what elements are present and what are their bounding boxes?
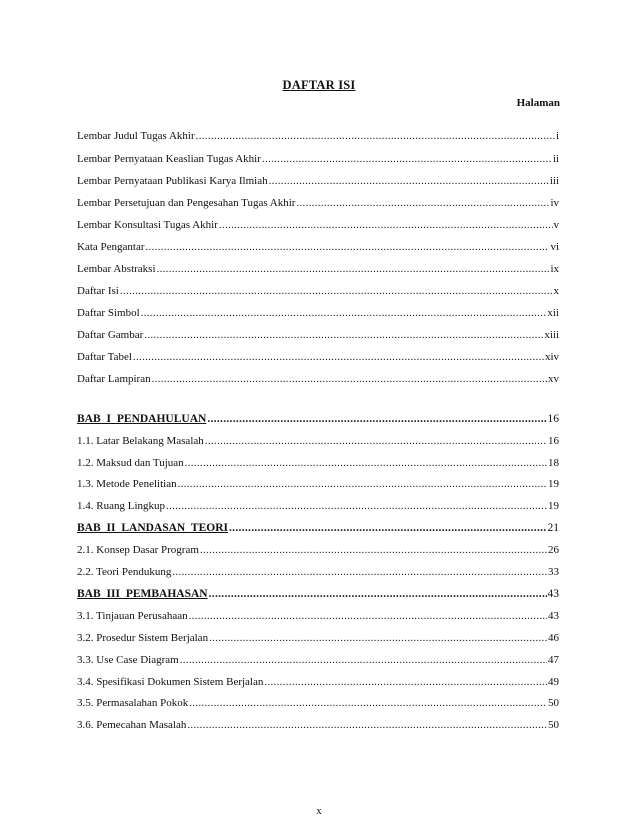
toc-entry-label: Daftar Isi	[77, 285, 119, 297]
leader-dots	[144, 328, 543, 342]
toc-entry	[77, 196, 559, 210]
toc-entry-page: 21	[547, 522, 559, 534]
toc-entry-page: 46	[548, 632, 559, 644]
leader-dots	[180, 653, 547, 667]
toc-entry-label: 1.3. Metode Penelitian	[77, 478, 177, 490]
leader-dots	[229, 521, 547, 535]
toc-entry-label: Lembar Abstraksi	[77, 263, 156, 275]
leader-dots	[185, 456, 547, 470]
leader-dots	[187, 718, 547, 732]
leader-dots	[178, 477, 547, 491]
toc-entry	[77, 129, 559, 143]
toc-entry-label: Lembar Pernyataan Publikasi Karya Ilmiah	[77, 175, 268, 187]
toc-entry	[77, 240, 559, 254]
toc-entry-page: 16	[548, 435, 559, 447]
toc-entry-label: Daftar Lampiran	[77, 373, 151, 385]
toc-entry	[77, 499, 559, 513]
toc-entry-page: vi	[550, 241, 559, 253]
leader-dots	[205, 434, 547, 448]
toc-chapter-label: BAB II LANDASAN TEORI	[77, 522, 228, 534]
toc-entry-label: 3.2. Prosedur Sistem Berjalan	[77, 632, 209, 644]
toc-entry-page: iv	[550, 197, 559, 209]
toc-entry	[77, 218, 559, 232]
leader-dots	[196, 129, 555, 143]
leader-dots	[296, 196, 549, 210]
toc-chapter	[77, 521, 559, 535]
toc-entry-label: Lembar Konsultasi Tugas Akhir	[77, 219, 218, 231]
toc-entry-label: Daftar Tabel	[77, 351, 132, 363]
toc-entry-page: 26	[548, 544, 559, 556]
toc-entry	[77, 477, 559, 491]
toc-entry	[77, 718, 559, 732]
toc-entry	[77, 350, 559, 364]
toc-entry-page: 49	[548, 676, 559, 688]
toc-entry	[77, 653, 559, 667]
toc-chapter-label: BAB III PEMBAHASAN	[77, 588, 208, 600]
toc-entry	[77, 306, 559, 320]
leader-dots	[141, 306, 547, 320]
toc-entry-page: x	[553, 285, 559, 297]
leader-dots	[209, 587, 547, 601]
leader-dots	[207, 412, 546, 426]
toc-entry-page: 19	[548, 500, 559, 512]
toc-entry-page: 19	[548, 478, 559, 490]
toc-entry-page: 50	[548, 719, 559, 731]
leader-dots	[219, 218, 553, 232]
toc-entry-page: i	[555, 130, 559, 142]
toc-chapter	[77, 412, 559, 426]
toc-entry-label: 3.1. Tinjauan Perusahaan	[77, 610, 188, 622]
toc-chapter-label: BAB I PENDAHULUAN	[77, 413, 207, 425]
toc-entry	[77, 434, 559, 448]
leader-dots	[120, 284, 553, 298]
toc-entry-page: ix	[550, 263, 559, 275]
toc-entry-label: 2.2. Teori Pendukung	[77, 566, 172, 578]
toc-entry-page: v	[553, 219, 559, 231]
toc-entry	[77, 174, 559, 188]
leader-dots	[157, 262, 550, 276]
toc-entry-label: Lembar Pernyataan Keaslian Tugas Akhir	[77, 153, 261, 165]
toc-entry-label: 3.3. Use Case Diagram	[77, 654, 179, 666]
toc-entry-page: 33	[548, 566, 559, 578]
toc-entry-label: 2.1. Konsep Dasar Program	[77, 544, 199, 556]
toc-entry	[77, 372, 559, 386]
page-title: DAFTAR ISI	[282, 78, 356, 92]
toc-chapter	[77, 587, 559, 601]
leader-dots	[189, 609, 547, 623]
leader-dots	[166, 499, 547, 513]
toc-entry	[77, 456, 559, 470]
leader-dots	[209, 631, 547, 645]
toc-entry	[77, 565, 559, 579]
toc-entry-label: 1.1. Latar Belakang Masalah	[77, 435, 204, 447]
page-number: x	[316, 805, 322, 817]
toc-entry-page: iii	[549, 175, 559, 187]
toc-entry	[77, 675, 559, 689]
leader-dots	[189, 696, 547, 710]
toc-entry-page: ii	[552, 153, 559, 165]
toc-entry	[77, 284, 559, 298]
toc-entry	[77, 631, 559, 645]
toc-entry-page: 18	[548, 457, 559, 469]
toc-entry-page: xiv	[544, 351, 559, 363]
toc-entry-label: Kata Pengantar	[77, 241, 145, 253]
toc-entry-label: 3.5. Permasalahan Pokok	[77, 697, 189, 709]
toc-entry	[77, 696, 559, 710]
toc-entry-label: 3.4. Spesifikasi Dokumen Sistem Berjalan	[77, 676, 264, 688]
leader-dots	[172, 565, 547, 579]
toc-entry-label: 3.6. Pemecahan Masalah	[77, 719, 187, 731]
toc-entry-page: 47	[548, 654, 559, 666]
toc-entry	[77, 543, 559, 557]
leader-dots	[262, 152, 552, 166]
toc-entry-page: 16	[547, 413, 559, 425]
leader-dots	[200, 543, 547, 557]
leader-dots	[264, 675, 547, 689]
leader-dots	[152, 372, 547, 386]
leader-dots	[133, 350, 544, 364]
page-column-label: Halaman	[516, 97, 560, 109]
toc-entry-page: xiii	[544, 329, 559, 341]
toc-entry-page: 43	[548, 610, 559, 622]
toc-entry-page: xii	[547, 307, 559, 319]
toc-entry	[77, 609, 559, 623]
toc-entry	[77, 328, 559, 342]
toc-entry-page: 43	[547, 588, 559, 600]
leader-dots	[269, 174, 549, 188]
toc-entry-label: Lembar Persetujuan dan Pengesahan Tugas Akhir	[77, 197, 296, 209]
leader-dots	[146, 240, 550, 254]
toc-entry-page: xv	[548, 373, 559, 385]
toc-entry-label: 1.4. Ruang Lingkup	[77, 500, 165, 512]
toc-entry-label: Daftar Simbol	[77, 307, 140, 319]
toc-entry	[77, 152, 559, 166]
toc-entry-label: 1.2. Maksud dan Tujuan	[77, 457, 184, 469]
toc-entry-label: Lembar Judul Tugas Akhir	[77, 130, 195, 142]
toc-entry	[77, 262, 559, 276]
toc-entry-label: Daftar Gambar	[77, 329, 144, 341]
toc-entry-page: 50	[548, 697, 559, 709]
